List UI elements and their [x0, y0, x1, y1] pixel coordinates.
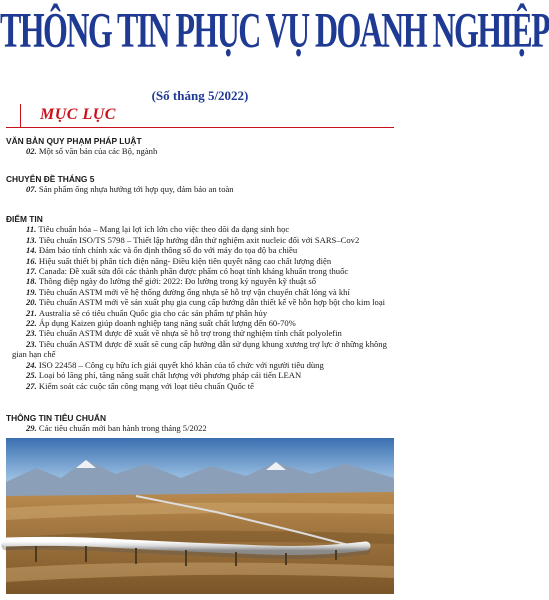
- toc-entry-page: 21: [26, 307, 35, 318]
- toc-entry-page: 23: [26, 328, 35, 339]
- toc-entry-title: Áp dụng Kaizen giúp doanh nghiệp tang năng suất chất lượng đến 60-70%: [38, 318, 296, 329]
- toc-entry-page: 14: [26, 245, 35, 256]
- toc-entry-page: 19: [26, 286, 35, 297]
- toc-entry-page: 27: [26, 380, 35, 391]
- toc-entry-title: Kiểm soát các cuộc tấn công mạng với loạt tiêu chuẩn Quốc tế: [38, 380, 254, 391]
- cover-photo-pipeline: [6, 438, 394, 594]
- toc-entry-title: Các tiêu chuẩn mới ban hành trong tháng 5/2022: [38, 423, 207, 434]
- toc-entry[interactable]: 29. Các tiêu chuẩn mới ban hành trong tháng 5/2022: [26, 423, 207, 434]
- toc-entry-page: 02: [26, 146, 35, 157]
- toc-entry[interactable]: 02. Một số văn bản của các Bộ, ngành: [26, 146, 158, 157]
- toc-entry-page: 07: [26, 184, 35, 195]
- toc-section: [6, 413, 394, 434]
- toc-section-heading: VĂN BẢN QUY PHẠM PHÁP LUẬT: [6, 136, 142, 146]
- toc-entry-title: ISO 22458 – Công cụ hữu ích giải quyết khó khăn của tổ chức với người tiêu dùng: [38, 359, 324, 370]
- toc-entry-title: Canada: Đề xuất sửa đổi các thành phần được phẩm có hoạt tính kháng khuẩn trong thuốc: [38, 266, 349, 277]
- toc-entry[interactable]: 23. Tiêu chuẩn ASTM được đề xuất về nhựa sẽ hỗ trợ trong thử nghiệm tính chất polyolefin: [26, 328, 342, 339]
- toc-entry-page: 16: [26, 255, 35, 266]
- toc-entry-title: Đảm bảo tính chính xác và ổn định thông số đo với máy đo tọa độ ba chiều: [38, 245, 298, 256]
- toc-entry-title: Tiêu chuẩn ASTM được đề xuất về nhựa sẽ hỗ trợ trong thử nghiệm tính chất polyolefin: [38, 328, 342, 339]
- toc-divider: [6, 127, 394, 128]
- toc-entry-title: Tiêu chuẩn ASTM mới về hệ thống đường ống nhựa sẽ hỗ trợ vận chuyển chất lỏng và khí: [38, 286, 350, 297]
- masthead: [0, 1, 549, 58]
- toc-entry[interactable]: 27. Kiểm soát các cuộc tấn công mạng với loạt tiêu chuẩn Quốc tế: [26, 380, 254, 391]
- pipeline-landscape-illustration: [6, 438, 394, 594]
- toc-entry-title: Thông điệp ngày đo lường thế giới: 2022: Đo lường trong kỷ nguyên kỹ thuật số: [38, 276, 317, 287]
- toc-section: [6, 214, 394, 391]
- toc-entry-title: Sản phẩm ống nhựa hướng tới hợp quy, đảm bảo an toàn: [38, 184, 234, 195]
- toc-entry[interactable]: 23. Tiêu chuẩn ASTM được đề xuất sẽ cung cấp hướng dẫn sử dụng khung xương trợ lực ở những không gian hạn chế: [12, 338, 387, 360]
- toc-entry[interactable]: 19. Tiêu chuẩn ASTM mới về hệ thống đường ống nhựa sẽ hỗ trợ vận chuyển chất lỏng và khí: [26, 286, 350, 297]
- toc-entry[interactable]: 07. Sản phẩm ống nhựa hướng tới hợp quy, đảm bảo an toàn: [26, 184, 234, 195]
- toc-entry-page: 22: [26, 318, 35, 329]
- toc-entry[interactable]: 11. Tiêu chuẩn hóa – Mang lại lợi ích lớn cho việc theo dõi đa dạng sinh học: [26, 224, 290, 235]
- toc-entry-page: 25: [26, 370, 35, 381]
- toc-section-heading: ĐIỂM TIN: [6, 214, 43, 224]
- toc-entry[interactable]: 24. ISO 22458 – Công cụ hữu ích giải quyết khó khăn của tổ chức với người tiêu dùng: [26, 359, 324, 370]
- toc-entry-title: Loại bỏ lãng phí, tăng năng suất chất lượng với phương pháp cải tiến LEAN: [38, 370, 302, 381]
- toc-entry-page: 17: [26, 266, 35, 277]
- toc-entry-title: Hiệu suất thiết bị phân tích điện năng- Điều kiện tiên quyết nâng cao chất lượng điện: [38, 255, 332, 266]
- toc-entry-page: 20: [26, 297, 35, 308]
- toc-entry[interactable]: 25. Loại bỏ lãng phí, tăng năng suất chất lượng với phương pháp cải tiến LEAN: [26, 370, 302, 381]
- toc-entry[interactable]: 13. Tiêu chuẩn ISO/TS 5798 – Thiết lập hướng dẫn thử nghiệm axit nucleic đối với SARS–Cov2: [26, 234, 360, 245]
- toc-entry-page: 18: [26, 276, 35, 287]
- toc-section: [6, 174, 394, 195]
- toc-title: MỤC LỤC: [40, 106, 116, 123]
- toc-entry-title: Tiêu chuẩn hóa – Mang lại lợi ích lớn cho việc theo dõi đa dạng sinh học: [38, 224, 290, 235]
- toc-section-heading: THÔNG TIN TIÊU CHUẨN: [6, 413, 107, 423]
- issue-label: (Số tháng 5/2022): [151, 88, 249, 103]
- toc-entry-title: Tiêu chuẩn ISO/TS 5798 – Thiết lập hướng dẫn thử nghiệm axit nucleic đối với SARS–Cov2: [38, 234, 360, 245]
- toc-entry-page: 23: [26, 338, 35, 349]
- toc-entry[interactable]: 16. Hiệu suất thiết bị phân tích điện năng- Điều kiện tiên quyết nâng cao chất lượng điện: [26, 255, 332, 266]
- toc-entry[interactable]: 22. Áp dụng Kaizen giúp doanh nghiệp tang năng suất chất lượng đến 60-70%: [26, 318, 296, 329]
- toc-entry-title: Một số văn bản của các Bộ, ngành: [38, 146, 158, 157]
- toc-divider-vertical: [20, 104, 21, 128]
- toc-entry-page: 13: [26, 234, 35, 245]
- toc-entry[interactable]: 21. Australia sẽ có tiêu chuẩn Quốc gia cho các sản phẩm tự phân hủy: [26, 307, 268, 318]
- toc-entry-title: Tiêu chuẩn ASTM được đề xuất sẽ cung cấp hướng dẫn sử dụng khung xương trợ lực ở những không gian hạn chế: [12, 338, 387, 360]
- toc-section: [6, 136, 394, 157]
- toc-entry-page: 11: [26, 224, 35, 235]
- toc-entry[interactable]: 14. Đảm bảo tính chính xác và ổn định thông số đo với máy đo tọa độ ba chiều: [26, 245, 298, 256]
- toc-entry-title: Tiêu chuẩn ASTM mới về sản xuất phụ gia cung cấp hướng dẫn thiết kế về hỗn hợp bột cho kim loại: [38, 297, 386, 308]
- toc-entry-page: 29: [26, 423, 35, 434]
- toc-entry[interactable]: 18. Thông điệp ngày đo lường thế giới: 2022: Đo lường trong kỷ nguyên kỹ thuật số: [26, 276, 317, 287]
- toc-entry-page: 24: [26, 359, 35, 370]
- toc-section-heading: CHUYÊN ĐỀ THÁNG 5: [6, 174, 95, 184]
- toc-entry-title: Australia sẽ có tiêu chuẩn Quốc gia cho các sản phẩm tự phân hủy: [38, 307, 268, 318]
- toc-entry[interactable]: 20. Tiêu chuẩn ASTM mới về sản xuất phụ gia cung cấp hướng dẫn thiết kế về hỗn hợp bột cho kim loại: [26, 297, 386, 308]
- toc-entry[interactable]: 17. Canada: Đề xuất sửa đổi các thành phần được phẩm có hoạt tính kháng khuẩn trong thuốc: [26, 266, 349, 277]
- publication-title: THÔNG TIN PHỤC VỤ DOANH NGHIỆP: [0, 1, 549, 58]
